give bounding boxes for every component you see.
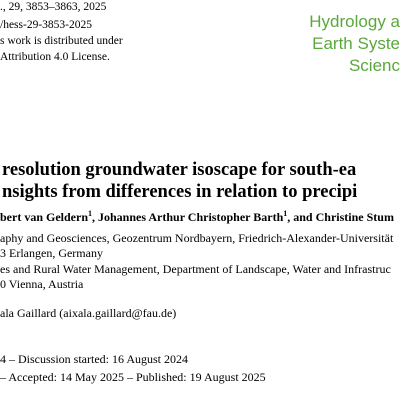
dates-line-1: 4 – Discussion started: 16 August 2024 xyxy=(0,352,188,366)
journal-name-line-1: Hydrology a xyxy=(309,12,400,31)
author-affil-2: 1 xyxy=(283,209,288,218)
paper-title-line-2: nsights from differences in relation to precipi xyxy=(2,182,358,202)
author-name-3: , and Christine Stum xyxy=(287,210,394,224)
citation-line-license-2: Attribution 4.0 License. xyxy=(0,51,110,63)
author-name-1: bert van Geldern xyxy=(0,210,88,224)
affiliation-line-1: aphy and Geosciences, Geozentrum Nordbayern, Friedrich-Alexander-Universität xyxy=(0,231,394,245)
affiliation-line-4: 0 Vienna, Austria xyxy=(0,277,84,291)
affiliation-line-2: 3 Erlangen, Germany xyxy=(0,246,103,260)
author-affil-1: 1 xyxy=(88,209,92,218)
correspondence[interactable]: ala Gaillard (aixala.gaillard@fau.de) xyxy=(0,306,177,320)
affiliation-line-3: es and Rural Water Management, Department of Landscape, Water and Infrastruc xyxy=(0,262,391,276)
author-list xyxy=(0,210,394,225)
dates-line-2: – Accepted: 14 May 2025 – Published: 19 August 2025 xyxy=(0,370,266,384)
citation-line-doi[interactable]: /hess-29-3853-2025 xyxy=(0,19,92,31)
author-name-2: , Johannes Arthur Christopher Barth xyxy=(92,210,284,224)
citation-line-license-1: s work is distributed under xyxy=(0,35,123,47)
paper-title-line-1: resolution groundwater isoscape for south-ea xyxy=(2,160,357,180)
journal-name-line-2: Earth Syste xyxy=(312,34,400,53)
citation-line-volume: ., 29, 3853–3863, 2025 xyxy=(0,1,107,13)
journal-name-line-3: Scienc xyxy=(348,56,400,75)
